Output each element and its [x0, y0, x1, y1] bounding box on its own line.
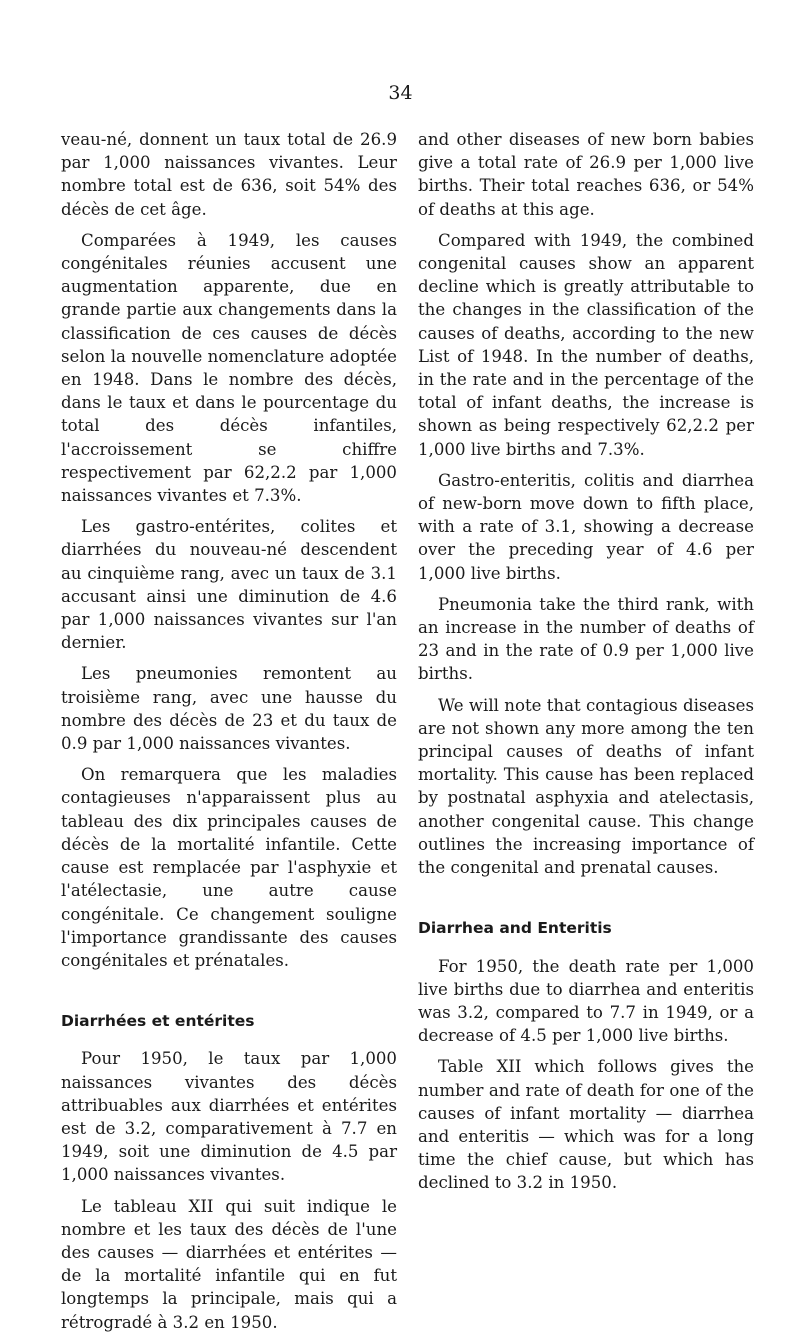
fr-paragraph-4: Les pneumonies remontent au troisième rang, avec une hausse du nombre des décès de 23 et du taux de 0.9 par 1,000 naissances vivantes.: [61, 664, 397, 754]
en-paragraph-3: Gastro-enteritis, colitis and diarrhea of new-born move down to fifth place, with a rate of 3.1, showing a decrease over the preceding year of 4.6 per 1,000 live births.: [418, 470, 754, 583]
english-column: [418, 128, 754, 1203]
fr-paragraph-3: Les gastro-entérites, colites et diarrhées du nouveau-né descendent au cinquième rang, avec un taux de 3.1 accusant ainsi une diminution de 4.6 par 1,000 naissances vivantes sur l'an dernier.: [61, 517, 397, 653]
fr-paragraph-2: Comparées à 1949, les causes congénitales réunies accusent une augmentation apparente, due en grande partie aux changements dans la classification de ces causes de décès selon la nouvelle nomenclature adoptée en 1948. Dans le nombre des décès, dans le taux et dans le pourcentage du total des décès infantiles, l'accroissement se chiffre respectivement par 62,2.2 par 1,000 naissances vivantes et 7.3%.: [61, 230, 397, 506]
en-paragraph-1: and other diseases of new born babies give a total rate of 26.9 per 1,000 live births. Their total reaches 636, or 54% of deaths at this age.: [418, 130, 754, 219]
fr-section-paragraph-2: Le tableau XII qui suit indique le nombre et les taux des décès de l'une des causes — diarrhées et entérites — de la mortalité infantile qui en fut longtemps la principale, mais qui a rétrogradé à 3.2 en 1950.: [61, 1196, 397, 1332]
en-paragraph-4: Pneumonia take the third rank, with an increase in the number of deaths of 23 and in the rate of 0.9 per 1,000 live births.: [418, 594, 754, 684]
fr-paragraph-5: On remarquera que les maladies contagieuses n'apparaissent plus au tableau des dix principales causes de décès de la mortalité infantile. Cette cause est remplacée par l'asphyxie et l'atélectasie, une autre cause congénitale. Ce changement souligne l'importance grandissante des causes congénitales et prénatales.: [61, 765, 397, 970]
french-column: [61, 128, 397, 1342]
fr-section-heading: Diarrhées et entérites: [61, 1012, 255, 1031]
fr-section-paragraph-1: Pour 1950, le taux par 1,000 naissances vivantes des décès attribuables aux diarrhées et entérites est de 3.2, comparativement à 7.7 en 1949, soit une diminution de 4.5 par 1,000 naissances vivantes.: [61, 1049, 397, 1185]
en-section-paragraph-1: For 1950, the death rate per 1,000 live births due to diarrhea and enteritis was 3.2, compared to 7.7 in 1949, or a decrease of 4.5 per 1,000 live births.: [418, 956, 754, 1046]
en-paragraph-2: Compared with 1949, the combined congenital causes show an apparent decline which is greatly attributable to the changes in the classification of the causes of deaths, according to the new List of 1948. In the number of deaths, in the rate and in the percentage of the total of infant deaths, the increase is shown as being respectively 62,2.2 per 1,000 live births and 7.3%.: [418, 230, 754, 459]
en-section-heading: Diarrhea and Enteritis: [418, 919, 612, 938]
en-paragraph-5: We will note that contagious diseases are not shown any more among the ten principal causes of deaths of infant mortality. This cause has been replaced by postnatal asphyxia and atelectasis, another congenital cause. This change outlines the increasing importance of the congenital and prenatal causes.: [418, 695, 754, 878]
page-number: 34: [388, 82, 413, 104]
en-section-paragraph-2: Table XII which follows gives the number and rate of death for one of the causes of infant mortality — diarrhea and enteritis — which was for a long time the chief cause, but which has declined to 3.2 in 1950.: [418, 1057, 754, 1193]
fr-paragraph-1: veau-né, donnent un taux total de 26.9 par 1,000 naissances vivantes. Leur nombre total est de 636, soit 54% des décès de cet âge.: [61, 130, 397, 219]
